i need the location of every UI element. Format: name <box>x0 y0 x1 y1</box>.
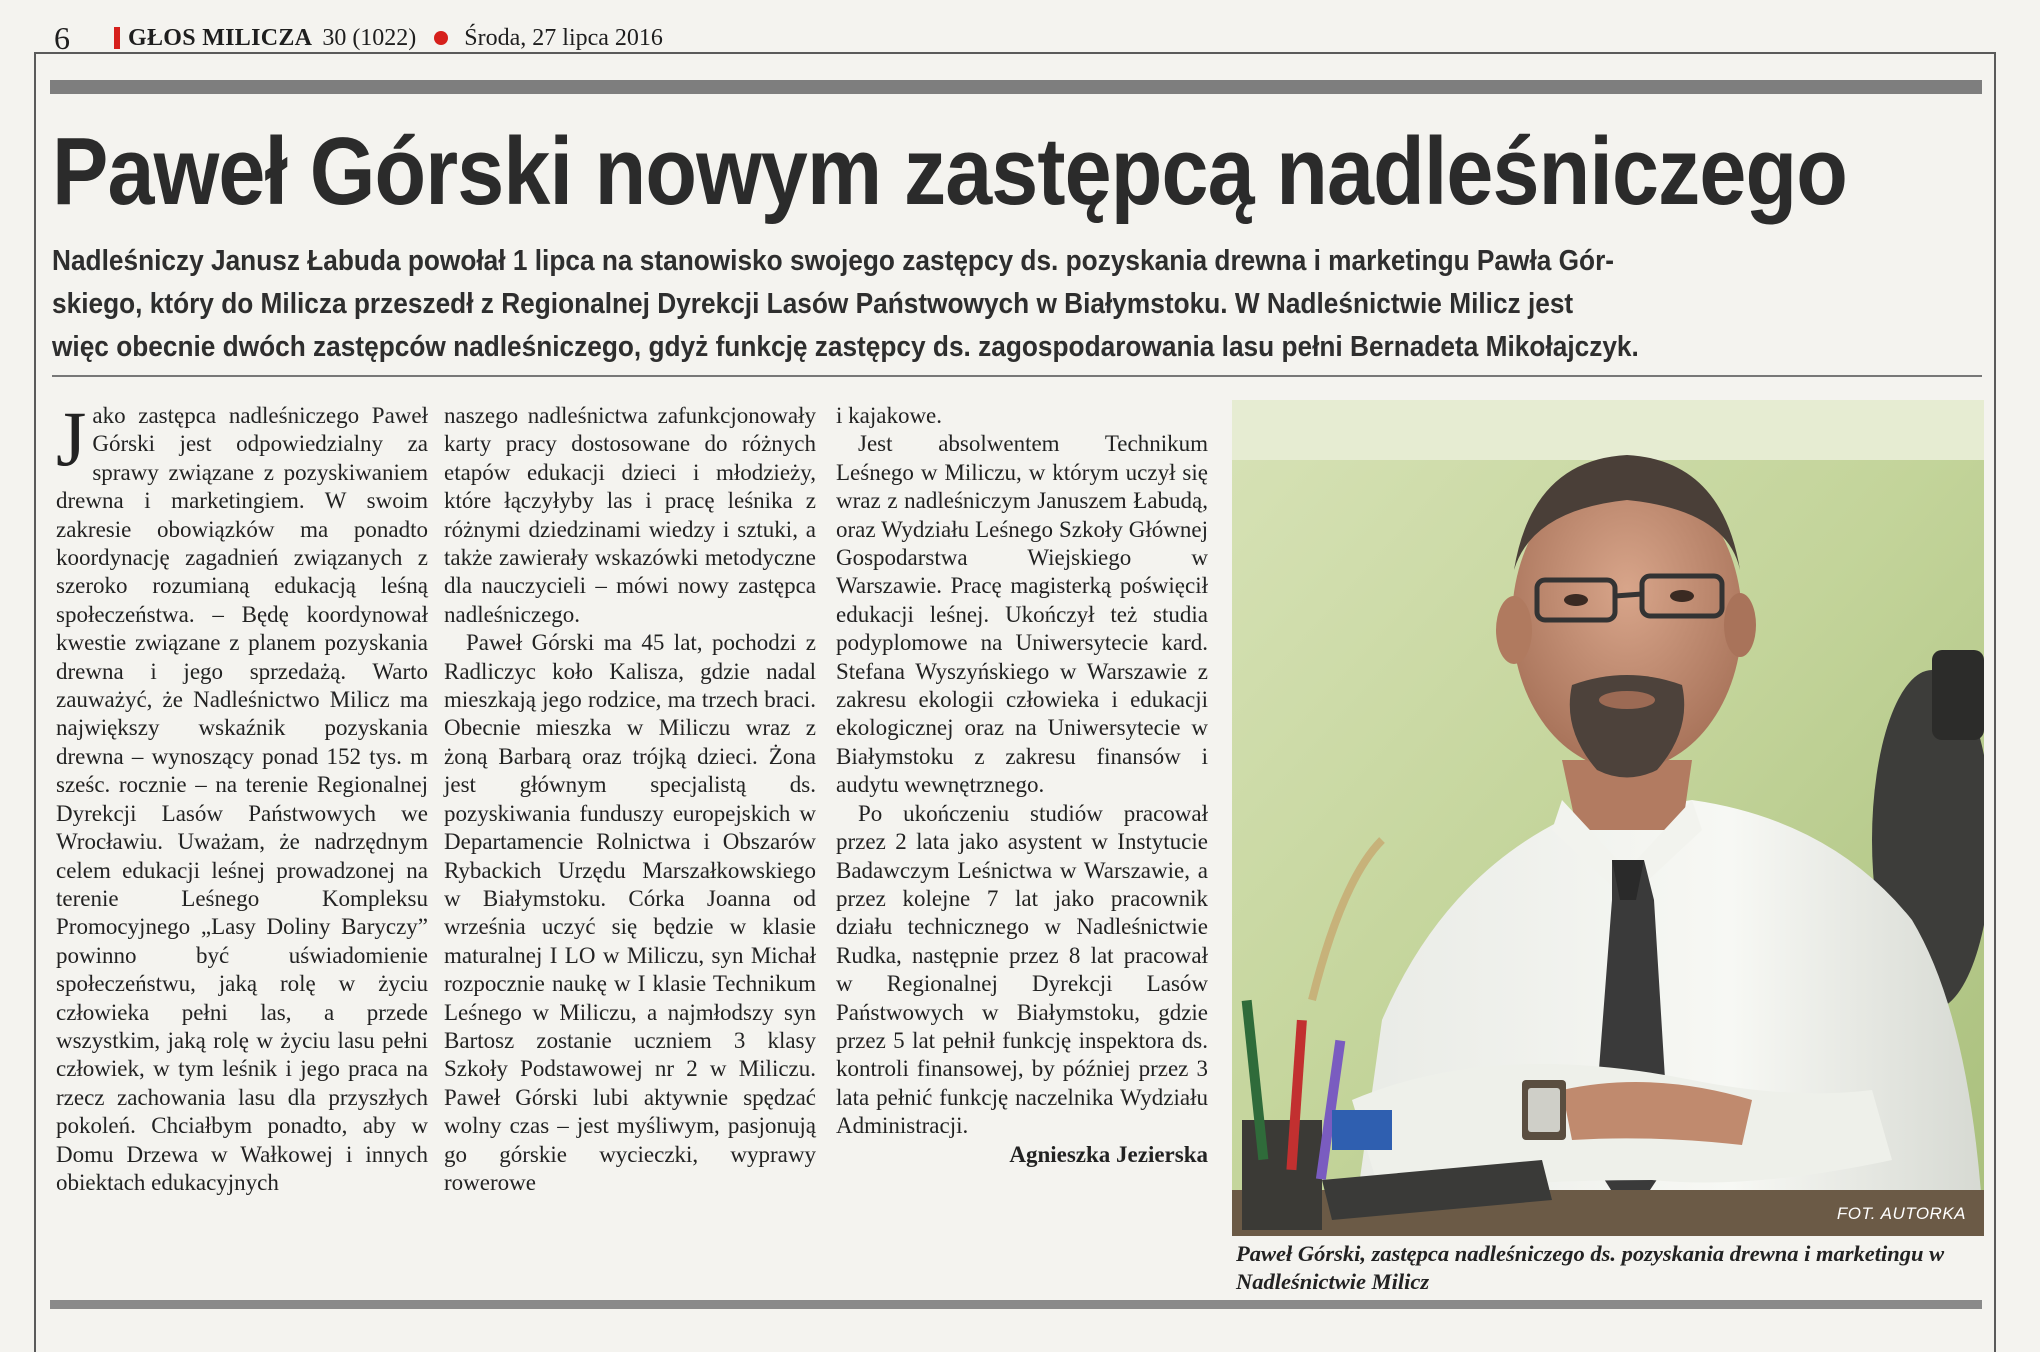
paragraph: i kajakowe. <box>836 403 943 428</box>
paragraph: Paweł Górski ma 45 lat, pochodzi z Radliczyc koło Kalisza, gdzie nadal mieszkają jego rodzice, ma trzech braci. Obecnie mieszka w Miliczu wraz z żoną Barbarą oraz trójką dzieci. Żona jest głównym specjalistą ds. pozyskiwania funduszy europejskich w Departamencie Rolnictwa i Obszarów Rybackich Urzędu Marszałkowskiego w Białymstoku. Córka Joanna od września uczyć się będzie w klasie maturalnej I LO w Miliczu, syn Michał rozpocznie naukę w I klasie Technikum Leśnego w Miliczu, a najmłodszy syn Bartosz zostanie uczniem 3 klasy Szkoły Podstawowej nr 2 w Miliczu. Paweł Górski lubi aktywnie spędzać wolny czas – jest myśliwym, pasjonują go górskie wycieczki, wyprawy rowerowe <box>444 630 816 1195</box>
article-author: Agnieszka Jezierska <box>1009 1141 1208 1167</box>
portrait-illustration <box>1232 400 1984 1236</box>
text-column-3 <box>836 402 1208 1169</box>
portrait-photo <box>1232 400 1984 1236</box>
article-lead <box>52 240 1982 369</box>
issue-number: 30 (1022) <box>322 24 417 51</box>
lead-line: więc obecnie dwóch zastępców nadleśniczego, gdyż funkcję zastępcy ds. zagospodarowania lasu pełni Bernadeta Mikołajczyk. <box>52 331 1639 363</box>
top-rule <box>50 80 1982 94</box>
photo-caption: Paweł Górski, zastępca nadleśniczego ds. pozyskania drewna i marketingu w Nadleśnictwie Milicz <box>1236 1241 1945 1294</box>
lead-line: Nadleśniczy Janusz Łabuda powołał 1 lipca na stanowisko swojego zastępcy ds. pozyskania drewna i marketingu Pawła Gór- <box>52 245 1615 277</box>
text-column-1 <box>56 395 428 1197</box>
issue-date: Środa, 27 lipca 2016 <box>464 24 663 51</box>
photo-credit: FOT. AUTORKA <box>1836 1204 1966 1223</box>
article-headline: Paweł Górski nowym zastępcą nadleśniczego <box>52 118 1847 225</box>
lead-divider <box>52 375 1982 377</box>
paragraph: Jest absolwentem Technikum Leśnego w Miliczu, w którym uczył się wraz z nadleśniczym Januszem Łabudą, oraz Wydziału Leśnego Szkoły Głównej Gospodarstwa Wiejskiego w Warszawie. Pracę magisterką poświęcił edukacji leśnej. Ukończył też studia podyplomowe na Uniwersytecie kard. Stefana Wyszyńskiego w Warszawie z zakresu ekologii człowieka i edukacji ekologicznej oraz na Uniwersytecie w Białymstoku z zakresu finansów i audytu wewnętrznego. <box>836 431 1208 798</box>
paragraph-text: ako zastępca nadleśniczego Paweł Górski jest odpowiedzialny za sprawy związane z pozyskiwaniem drewna i marketingiem. W swoim zakresie obowiązków ma ponadto koordynację zagadnień związanych z szeroko rozumianą edukacją leśną społeczeństwa. – Będę koordynował kwestie związane z planem pozyskania drewna i jego sprzedażą. Warto zauważyć, że Nadleśnictwo Milicz ma największy wskaźnik pozyskania drewna – wynoszący ponad 152 tys. m sześc. rocznie – na terenie Regionalnej Dyrekcji Lasów Państwowych we Wrocławiu. Uważam, że nadrzędnym celem edukacji leśnej prowadzonej na terenie Leśnego Kompleksu Promocyjnego „Lasy Doliny Baryczy” powinno być uświadomienie społeczeństwu, jaką rolę w życiu człowieka pełni las, a przede wszystkim, jaką rolę w życiu lasu pełni człowiek, w tym leśnik i jego praca na rzecz zachowania lasu dla przyszłych pokoleń. Chciałbym ponadto, aby w Domu Drzewa w Wałkowej i innych obiektach edukacyjnych <box>56 403 428 1195</box>
lead-line: skiego, który do Milicza przeszedł z Regionalnej Dyrekcji Lasów Państwowych w Białymstoku. W Nadleśnictwie Milicz jest <box>52 288 1574 320</box>
newspaper-name: GŁOS MILICZA <box>128 24 313 51</box>
paragraph: naszego nadleśnictwa zafunkcjonowały karty pracy dostosowane do różnych etapów edukacji dzieci i młodzieży, które łączyłyby las i pracę leśnika z różnymi dziedzinami wiedzy i sztuki, a także zawierały wskazówki metodyczne dla nauczycieli – mówi nowy zastępca nadleśniczego. <box>444 403 816 627</box>
paragraph: Po ukończeniu studiów pracował przez 2 lata jako asystent w Instytucie Badawczym Leśnictwa w Warszawie, a przez kolejne 7 lat jako pracownik działu technicznego w Nadleśnictwie Rudka, następnie przez 8 lat pracował w Regionalnej Dyrekcji Lasów Państwowych w Białymstoku, gdzie przez 5 lat pełnił funkcję inspektora ds. kontroli finansowej, by później przez 3 lata pełnić funkcję naczelnika Wydziału Administracji. <box>836 800 1208 1139</box>
red-marker <box>114 27 120 49</box>
bottom-rule <box>50 1300 1982 1309</box>
paragraph <box>56 395 428 1197</box>
drop-cap: J <box>56 395 87 482</box>
text-column-2 <box>444 402 816 1197</box>
red-dot-separator <box>434 31 448 45</box>
page-number: 6 <box>54 19 70 56</box>
